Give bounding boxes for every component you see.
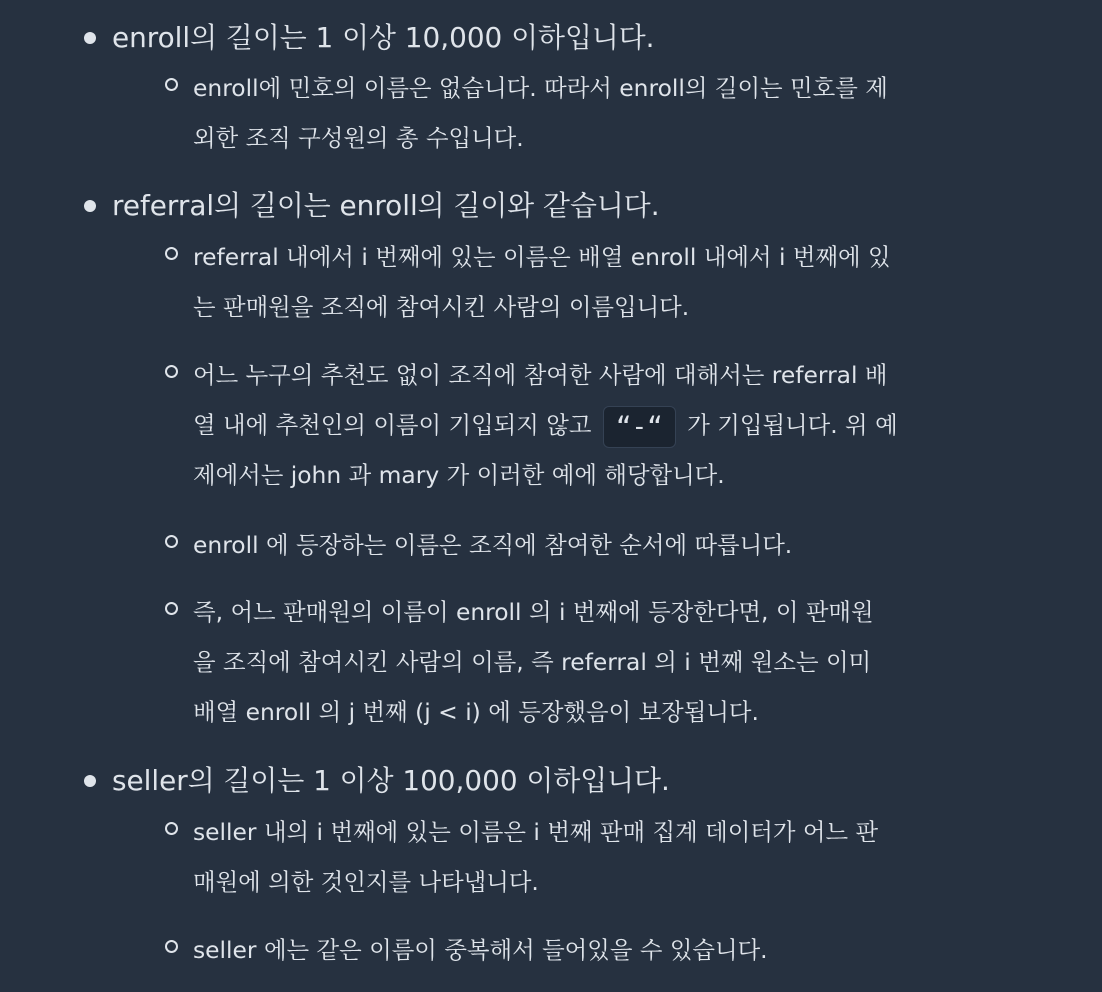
- sub-list-item: [0, 807, 1102, 907]
- bullet-circle-icon: [165, 940, 178, 953]
- sub-item-line: referral 내에서 i 번째에 있는 이름은 배열 enroll 내에서 i 번째에 있: [193, 243, 891, 271]
- sub-item-line: seller 내의 i 번째에 있는 이름은 i 번째 판매 집계 데이터가 어느 판: [193, 818, 879, 846]
- sub-item-line: enroll에 민호의 이름은 없습니다. 따라서 enroll의 길이는 민호를 제: [193, 74, 888, 102]
- sub-list-item: [0, 63, 1102, 163]
- sub-list-item: [0, 232, 1102, 332]
- list-item-text: seller의 길이는 1 이상 100,000 이하입니다.: [112, 764, 670, 797]
- sub-item-line: seller 에는 같은 이름이 중복해서 들어있을 수 있습니다.: [193, 936, 768, 964]
- bullet-circle-icon: [165, 822, 178, 835]
- sub-item-line: 즉, 어느 판매원의 이름이 enroll 의 i 번째에 등장한다면, 이 판매원: [193, 598, 874, 626]
- list-item: [0, 760, 1102, 802]
- sub-item-line: [193, 400, 1102, 450]
- inline-code: “-“: [603, 406, 676, 448]
- bullet-circle-icon: [165, 535, 178, 548]
- sub-list-item: [0, 587, 1102, 737]
- sub-list-item: [0, 350, 1102, 500]
- list-item: [0, 185, 1102, 227]
- sub-item-line: 외한 조직 구성원의 총 수입니다.: [193, 124, 524, 152]
- list-item: [0, 17, 1102, 59]
- sub-list-item: [0, 520, 1102, 570]
- list-item-text: referral의 길이는 enroll의 길이와 같습니다.: [112, 189, 660, 222]
- bullet-circle-icon: [165, 602, 178, 615]
- sub-item-line: 매원에 의한 것인지를 나타냅니다.: [193, 868, 539, 896]
- sub-item-line: 을 조직에 참여시킨 사람의 이름, 즉 referral 의 i 번째 원소는 이미: [193, 648, 872, 676]
- sub-item-text: 열 내에 추천인의 이름이 기입되지 않고: [193, 411, 592, 439]
- bullet-circle-icon: [165, 78, 178, 91]
- sub-list-item: [0, 925, 1102, 975]
- bullet-circle-icon: [165, 247, 178, 260]
- sub-item-line: enroll 에 등장하는 이름은 조직에 참여한 순서에 따릅니다.: [193, 531, 793, 559]
- sub-item-line: 는 판매원을 조직에 참여시킨 사람의 이름입니다.: [193, 293, 690, 321]
- sub-item-line: 어느 누구의 추천도 없이 조직에 참여한 사람에 대해서는 referral 배: [193, 361, 888, 389]
- sub-item-line: 제에서는 john 과 mary 가 이러한 예에 해당합니다.: [193, 461, 725, 489]
- sub-item-line: 배열 enroll 의 j 번째 (j < i) 에 등장했음이 보장됩니다.: [193, 698, 759, 726]
- list-item-text: enroll의 길이는 1 이상 10,000 이하입니다.: [112, 21, 655, 54]
- sub-item-text: 가 기입됩니다. 위 예: [687, 411, 898, 439]
- bullet-circle-icon: [165, 365, 178, 378]
